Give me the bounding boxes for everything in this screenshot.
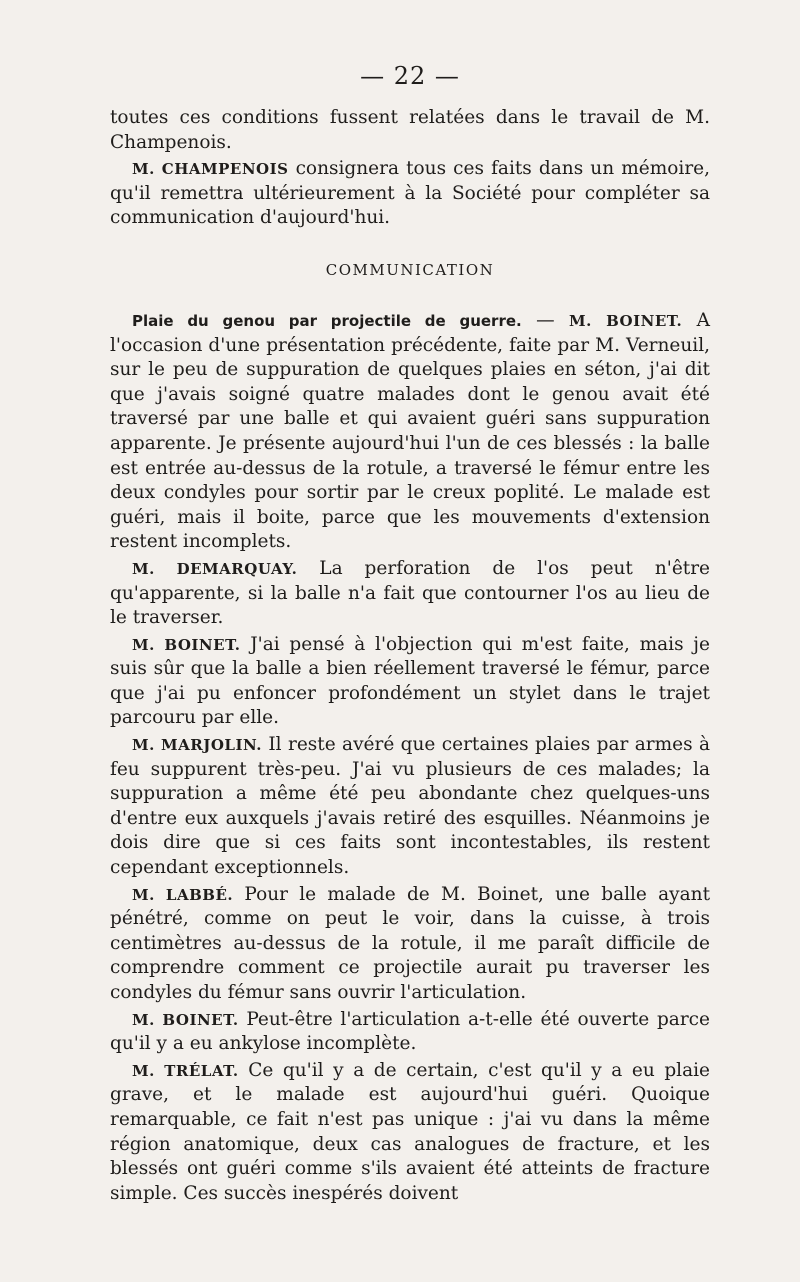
paragraph-text: Peut-être l'articulation a-t-elle été ouverte parce qu'il y a eu ankylose incomplète. <box>110 1008 710 1055</box>
page-number: — 22 — <box>360 62 460 90</box>
paragraph-text: La perforation de l'os peut n'être qu'apparente, si la balle n'a fait que contourner l'os au lieu de le traverser. <box>110 557 710 629</box>
paragraph-demarquay <box>110 557 710 631</box>
book-page <box>110 60 710 1208</box>
speaker-name: M. CHAMPENOIS <box>132 160 289 179</box>
speaker-name: M. MARJOLIN. <box>132 736 262 755</box>
case-title: Plaie du genou par projectile de guerre. <box>132 311 522 330</box>
speaker-name: M. BOINET. <box>132 1010 239 1029</box>
paragraph-case-presentation <box>110 309 710 555</box>
paragraph-text: toutes ces conditions fussent relatées dans le travail de M. Champenois. <box>110 107 710 153</box>
paragraph-text: J'ai pensé à l'objection qui m'est faite, mais je suis sûr que la balle a bien réellement traversé le fémur, parce que j'ai pu enfoncer profondément un stylet dans le trajet parcouru par elle. <box>110 633 710 729</box>
paragraph-text: A l'occasion d'une présentation précédente, faite par M. Verneuil, sur le peu de suppuration de quelques plaies en séton, j'ai dit que j'avais soigné quatre malades dont le genou avait été traversé par une balle et qui avaient guéri sans suppuration apparente. Je présente aujourd'hui l'un de ces blessés : la balle est entrée au-dessus de la rotule, a traversé le fémur entre les deux condyles pour sortir par le creux poplité. Le malade est guéri, mais il boite, parce que les mouvements d'extension restent incomplets. <box>110 309 710 553</box>
paragraph-text: consignera tous ces faits dans un mémoire, qu'il remettra ultérieurement à la Société pour compléter sa communication d'aujourd'hui. <box>110 158 710 229</box>
paragraph-text: Pour le malade de M. Boinet, une balle ayant pénétré, comme on peut le voir, dans la cuisse, à trois centimètres au-dessus de la rotule, il me paraît difficile de comprendre comment ce projectile aurait pu traverser les condyles du fémur sans ouvrir l'articulation. <box>110 883 710 1003</box>
paragraph-trelat <box>110 1059 710 1207</box>
paragraph-text: Ce qu'il y a de certain, c'est qu'il y a eu plaie grave, et le malade est aujourd'hui guéri. Quoique remarquable, ce fait n'est pas unique : j'ai vu dans la même région anatomique, deux cas analogues de fracture, et les blessés ont guéri comme s'ils avaient été atteints de fracture simple. Ces succès inespérés doivent <box>110 1059 710 1204</box>
paragraph-text: Il reste avéré que certaines plaies par armes à feu suppurent très-peu. J'ai vu plusieurs de ces malades; la suppuration a même été peu abondante chez quelques-uns d'entre eux auxquels j'avais retiré des esquilles. Néanmoins je dois dire que si ces faits sont incontestables, ils restent cependant exceptionnels. <box>110 734 710 879</box>
paragraph-boinet-ankylose <box>110 1008 710 1057</box>
speaker-name: M. BOINET. <box>132 635 241 654</box>
paragraph-labbe <box>110 883 710 1006</box>
section-heading: COMMUNICATION <box>325 260 495 279</box>
paragraph-continuation <box>110 106 710 155</box>
paragraph-champenois <box>110 157 710 231</box>
paragraph-marjolin <box>110 733 710 881</box>
speaker-name: M. BOINET. <box>569 311 683 330</box>
speaker-name: M. LABBÉ. <box>132 885 234 904</box>
speaker-name: M. TRÉLAT. <box>132 1061 239 1080</box>
speaker-name: M. DEMARQUAY. <box>132 559 298 578</box>
paragraph-boinet-reply <box>110 633 710 731</box>
title-separator: — <box>521 309 570 331</box>
